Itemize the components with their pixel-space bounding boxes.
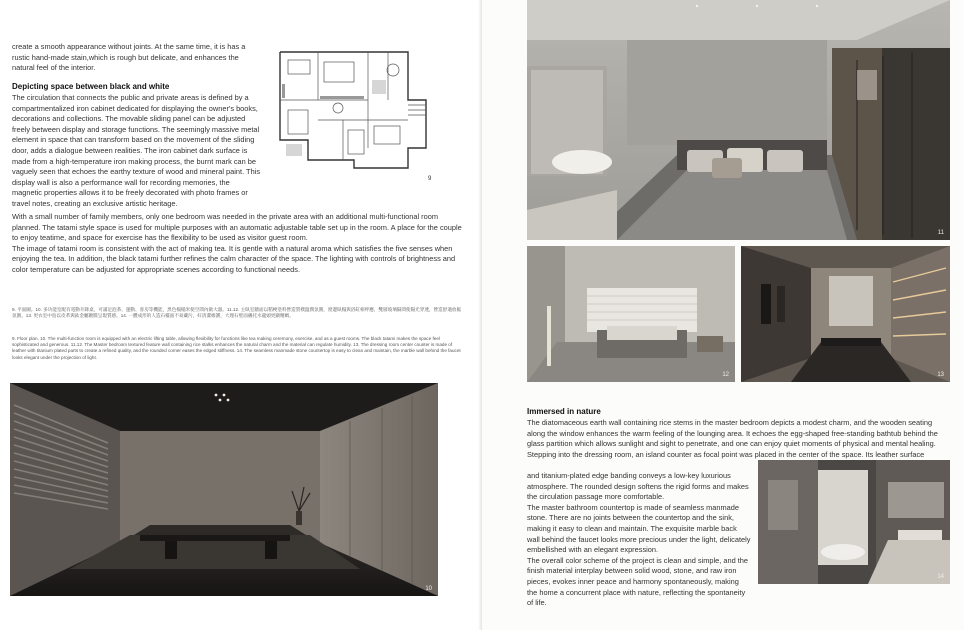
right-body-text-wide: The diatomaceous earth wall containing rice stems in the master bedroom depicts a modest charm, and the wooden seating along the window enhances the warm feeling of the lounging area. It echoes the egg-shaped free-standing bathtub behind the glass partition which allows sunlight and sight to penetrate, and one can enjoy quiet moments of physical and mental healing. Stepping into the dressing room, an island counter as focal point was placed in the center of the space. Its leather surface xyxy=(527,418,938,459)
photo-tatami-room xyxy=(10,383,438,596)
photo-master-bedroom xyxy=(527,0,950,240)
caption-english: 9. Floor plan. 10. The multi-function room is equipped with an electric lifting table, allowing flexibility for functions like tea making ceremony, exercise, and as a guest rooms. The black tatami makes the space feel sophisticated and generous. 11.12. The Master bedroom textured feature wall containing rice stalks enhances the natural charm and the material can regulate humidity. 13. The dressing room center counter is made of leather with titanium plated parts to create a refined quality, and the rounded corner eases the edged stiffness. 14. The seamless manmade stone countertop is easy to clean and maintain, the marble wall behind the faucet looks elegant under the projection of light. xyxy=(12,336,461,360)
bathroom-image xyxy=(758,460,950,584)
caption-chinese: 9. 平面圖。10. 多功能室配有電動升降桌，可滿足泡茶、運動、客房等機能，黑色榻榻米使空間內斂大器。11.12. 主臥室牆面以稻梗塗料營造質樸溫潤氛圍，窗邊臥榻與浴缸相呼應，雙層玻璃隔間使陽光穿透，營造舒適放鬆氛圍。13. 更衣室中島以皮革與鈦金屬鍍膜呈現質感。14. 一體成形的人造石檯面不易藏污，好清潔維護，大理石壁面襯托水龍頭更顯精緻。 xyxy=(12,307,462,319)
master-bedroom-image xyxy=(527,0,950,240)
intro-paragraph: create a smooth appearance without joints. At the same time, it is has a rustic hand-made stain,which is rough but delicate, and enhances the natural feel of the interior. xyxy=(12,42,246,73)
tatami-room-image xyxy=(10,383,438,596)
body-text-narrow: The circulation that connects the public and private areas is defined by a compartmentalized iron cabinet dedicated for displaying the owner's books, decorations and collections. The movable sliding panel can be adjusted freely between display and storage functions. The seemingly massive metal element in space that can transform based on the movement of the sliding door, adds a dialogue between realities. The iron cabinet dark surface is made from a high-temperature iron making process, the burnt mark can be vaguely seen that echoes the earthy texture of wood and mineral paint. This display wall is also a performance wall for recording memories, the magnetic properties allows it to be freely decorated with photo frames or travel notes, creating an exclusive artistic heritage. xyxy=(12,93,261,208)
section-heading-black-white: Depicting space between black and white xyxy=(12,82,170,91)
right-body-text-narrow: and titanium-plated edge banding conveys a low-key luxurious atmosphere. The rounded design softens the rigid forms and makes the circulation passage more comfortable. The master bathroom countertop is made of seamless manmade stone. There are no joints between the countertop and the sink, making it easy to clean and maintain. The exquisite marble back wall behind the faucet looks more precious under the light, delicately embellished with an elegant expression. The overall color scheme of the project is clean and simple, and the finish material interplay between solid wood, stone, and raw iron pieces, evokes inner peace and harmony spontaneously, making the home a concurrent place with nature, reflecting the spontaneity of life. xyxy=(527,471,751,608)
figure-number-9: 9 xyxy=(428,176,432,182)
figure-number-14: 14 xyxy=(937,574,944,580)
figure-number-13: 13 xyxy=(937,372,944,378)
section-heading-nature: Immersed in nature xyxy=(527,407,601,416)
bedroom-window-image xyxy=(527,246,735,382)
figure-number-11: 11 xyxy=(937,230,944,236)
photo-dressing-room xyxy=(741,246,950,382)
right-page xyxy=(482,0,964,630)
figure-number-10: 10 xyxy=(425,586,432,592)
body-text-wide: With a small number of family members, only one bedroom was needed in the private area with an additional multi-functional room planned. The tatami style space is used for multiple purposes with an automatic adjustable table set up in the room. A place for the couple to enjoy teatime, and space for exercise has the flexibility to be used as visitor guest room. The image of tatami room is consistent with the act of making tea. It is gentle with a natural aroma which satisfies the five senses when enjoying the tea. In addition, the black tatami further refines the calm character of the space. The lighting with controls of brightness and color temperature can be adjusted for appropriate scenes according to functional needs. xyxy=(12,212,462,274)
figure-number-12: 12 xyxy=(722,372,729,378)
photo-bathroom xyxy=(758,460,950,584)
floor-plan xyxy=(258,40,438,180)
photo-bedroom-window xyxy=(527,246,735,382)
dressing-room-image xyxy=(741,246,950,382)
floor-plan-drawing xyxy=(258,40,438,180)
